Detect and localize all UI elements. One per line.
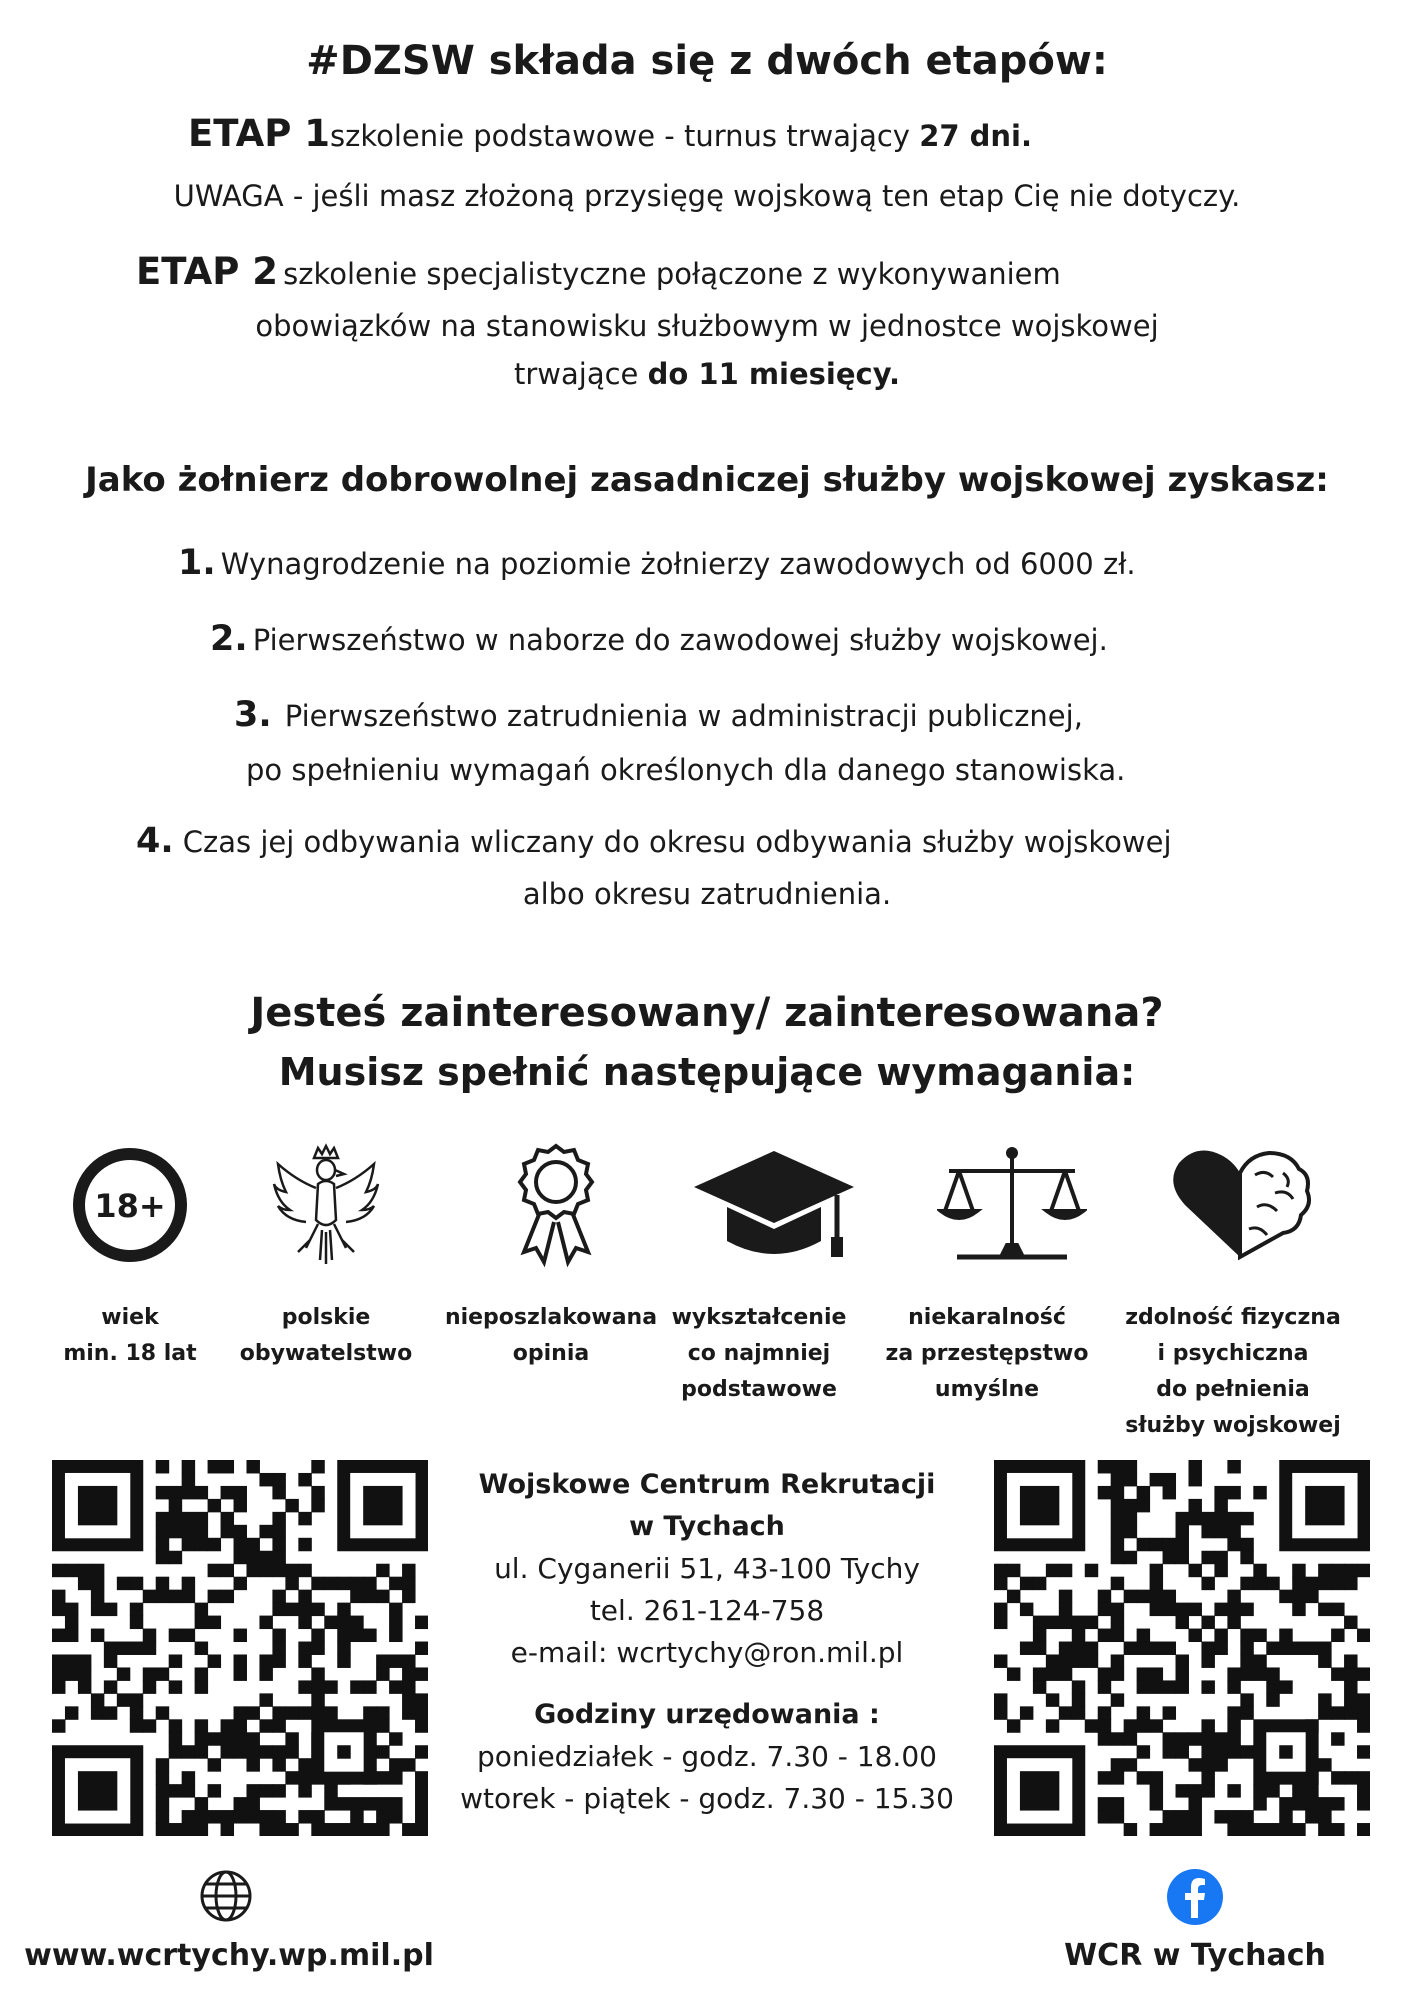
benefit-item [178, 540, 1278, 588]
etap1-block [188, 112, 1288, 160]
etap1-duration: 27 dni. [919, 119, 1033, 153]
requirement-label-no-criminal-record: niekaralność za przestępstwo umyślne [885, 1305, 1089, 1402]
contact-block [440, 1464, 974, 1820]
benefit-number: 4. [136, 821, 174, 861]
benefit-number: 2. [210, 619, 248, 659]
org-city: w Tychach [629, 1511, 785, 1542]
age-18-plus-icon [30, 1125, 230, 1285]
etap2-line2: obowiązków na stanowisku służbowym w jednostce wojskowej [255, 309, 1159, 343]
benefit-item [136, 818, 1336, 866]
etap2-line3-text: trwające [513, 357, 648, 391]
facebook-qr-code[interactable] [994, 1460, 1370, 1836]
graduation-cap-icon [674, 1125, 874, 1285]
benefits-heading: Jako żołnierz dobrowolnej zasadniczej służby wojskowej zyskasz: [85, 460, 1329, 500]
benefit-item [210, 616, 1310, 664]
award-ribbon-icon [456, 1125, 656, 1285]
benefit-text-cont: po spełnieniu wymagań określonych dla danego stanowiska. [246, 753, 1126, 787]
justice-scales-icon [912, 1125, 1112, 1285]
facebook-icon [1166, 1868, 1224, 1926]
page-title: #DZSW składa się z dwóch etapów: [306, 38, 1108, 84]
globe-icon [198, 1868, 254, 1924]
etap1-note: UWAGA - jeśli masz złożoną przysięgę wojskową ten etap Cię nie dotyczy. [173, 179, 1241, 213]
office-hours-title: Godziny urzędowania : [534, 1699, 880, 1730]
benefit-text: Czas jej odbywania wliczany do okresu odbywania służby wojskowej [182, 825, 1172, 859]
benefit-number: 1. [178, 543, 216, 583]
benefit-number: 3. [234, 695, 272, 735]
org-name: Wojskowe Centrum Rekrutacji [478, 1469, 936, 1500]
age-badge-text: 18+ [94, 1187, 166, 1225]
phone: tel. 261-124-758 [589, 1594, 825, 1627]
benefit-item [234, 692, 1334, 740]
etap1-text: szkolenie podstawowe - turnus trwający [330, 119, 920, 153]
office-hours-mon: poniedziałek - godz. 7.30 - 18.00 [477, 1740, 937, 1773]
office-hours-tue-fri: wtorek - piątek - godz. 7.30 - 15.30 [460, 1782, 954, 1815]
website-link[interactable]: www.wcrtychy.wp.mil.pl [24, 1938, 434, 1973]
etap2-duration: do 11 miesięcy. [647, 357, 900, 391]
requirement-label-age: wiek min. 18 lat [63, 1305, 197, 1366]
requirement-label-education: wykształcenie co najmniej podstawowe [671, 1305, 847, 1402]
etap2-line1: szkolenie specjalistyczne połączone z wykonywaniem [283, 257, 1061, 291]
requirements-heading: Musisz spełnić następujące wymagania: [278, 1050, 1136, 1094]
cta-heading: Jesteś zainteresowany/ zainteresowana? [250, 990, 1164, 1036]
etap2-label: ETAP 2 [136, 250, 279, 293]
website-qr-code[interactable] [52, 1460, 428, 1836]
benefit-text: Pierwszeństwo zatrudnienia w administracji publicznej, [284, 699, 1083, 733]
benefit-text: Pierwszeństwo w naborze do zawodowej służby wojskowej. [252, 623, 1108, 657]
polish-eagle-icon [226, 1125, 426, 1285]
etap2-line3 [0, 350, 1414, 398]
heart-brain-icon [1140, 1125, 1340, 1285]
address: ul. Cyganerii 51, 43-100 Tychy [494, 1552, 920, 1585]
etap1-label: ETAP 1 [188, 112, 331, 155]
etap2-block [136, 250, 1336, 298]
requirement-label-opinion: nieposzlakowana opinia [444, 1305, 658, 1366]
benefit-text-cont: albo okresu zatrudnienia. [522, 877, 892, 911]
requirement-label-citizenship: polskie obywatelstwo [239, 1305, 413, 1366]
facebook-link[interactable]: WCR w Tychach [1064, 1938, 1326, 1973]
requirement-label-fitness: zdolność fizyczna i psychiczna do pełnienia służby wojskowej [1125, 1305, 1341, 1438]
benefit-text: Wynagrodzenie na poziomie żołnierzy zawodowych od 6000 zł. [220, 547, 1136, 581]
email[interactable]: e-mail: wcrtychy@ron.mil.pl [510, 1636, 904, 1669]
